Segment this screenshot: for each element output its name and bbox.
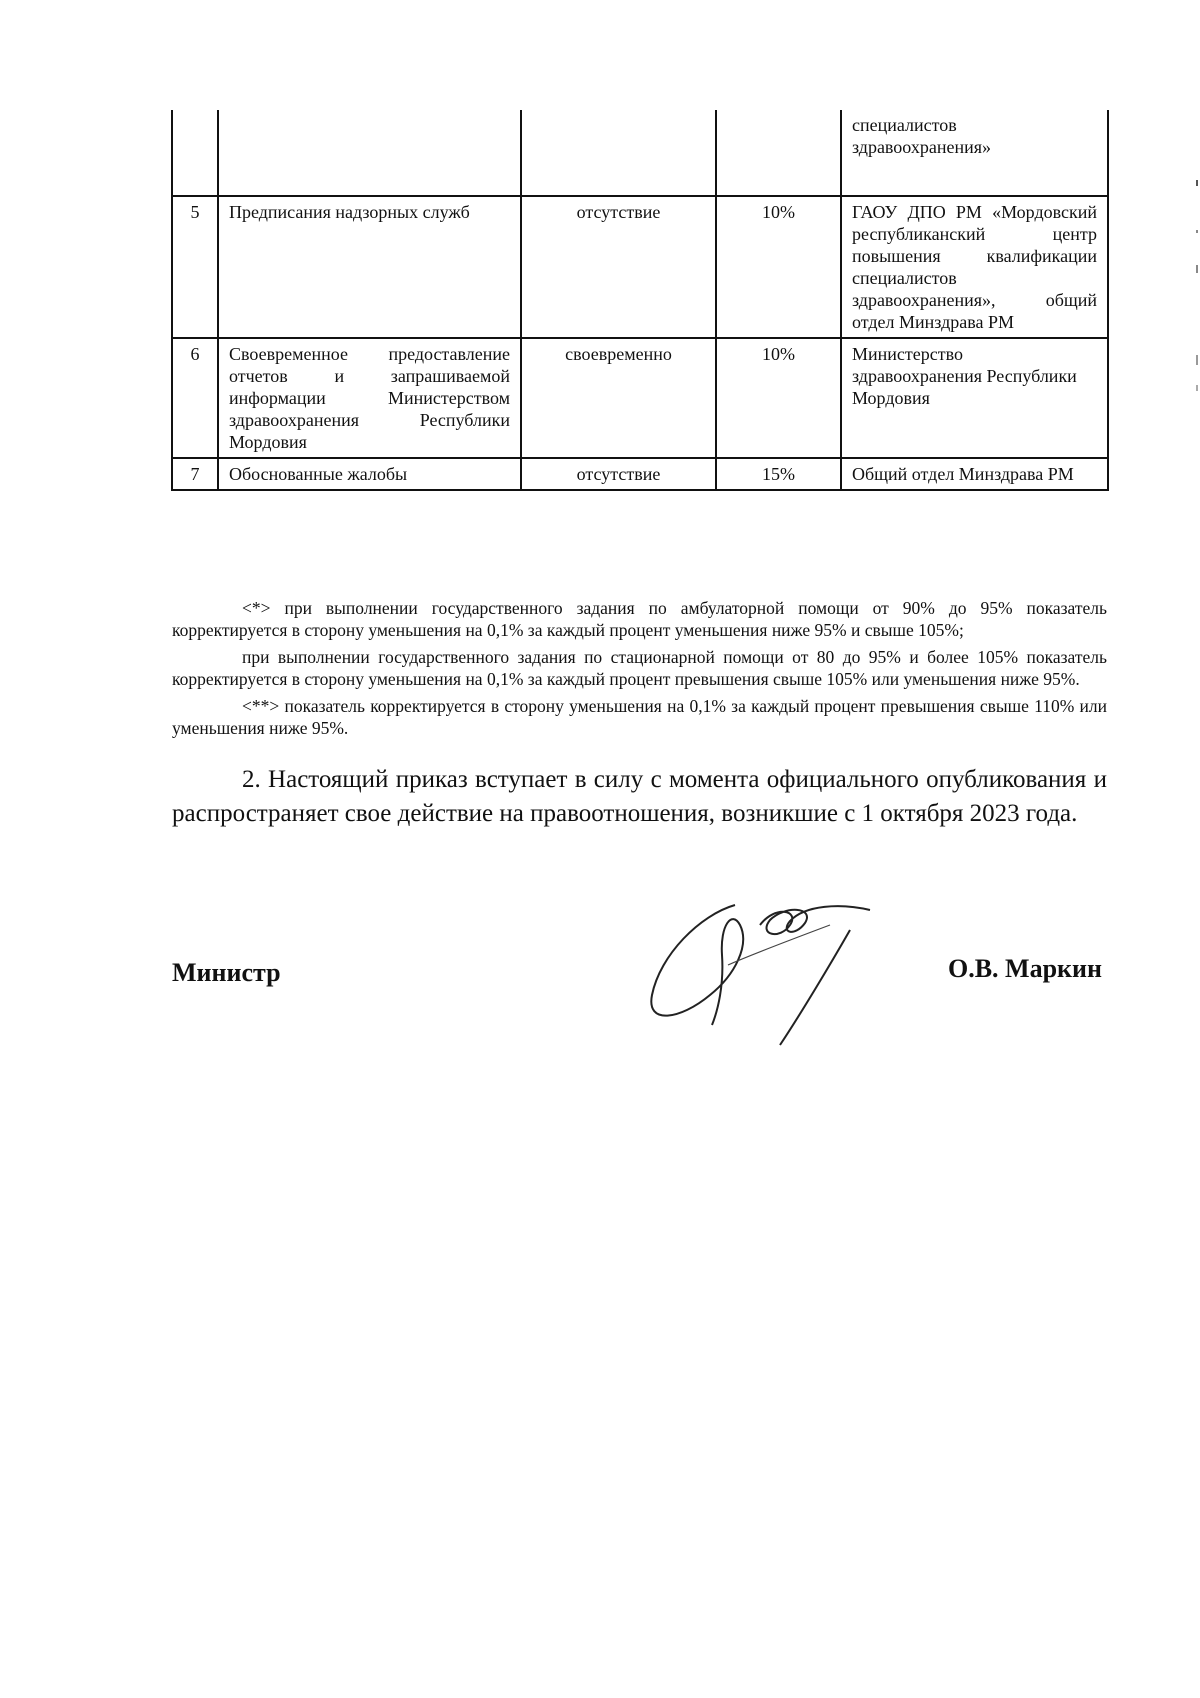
indicator-cell bbox=[218, 110, 521, 196]
indicator-cell: Предписания надзорных служб bbox=[218, 196, 521, 338]
row-number: 6 bbox=[172, 338, 218, 458]
table-row bbox=[172, 338, 1108, 458]
weight-cell bbox=[716, 110, 841, 196]
row-number: 7 bbox=[172, 458, 218, 490]
weight-cell: 15% bbox=[716, 458, 841, 490]
row-number bbox=[172, 110, 218, 196]
footnotes bbox=[172, 597, 1107, 739]
signatory-name: О.В. Маркин bbox=[947, 954, 1102, 983]
table-row bbox=[172, 458, 1108, 490]
signatory-title: Министр bbox=[172, 958, 281, 987]
table-row bbox=[172, 196, 1108, 338]
criterion-cell: своевременно bbox=[521, 338, 716, 458]
footnote-2: при выполнении государственного задания по стационарной помощи от 80 до 95% и более 105% показатель корректируется в сторону уменьшения на 0,1% за каждый процент превышения свыше 105% или уменьшения ниже 95%. bbox=[172, 647, 1107, 689]
indicator-cell: Обоснованные жалобы bbox=[218, 458, 521, 490]
criterion-cell: отсутствие bbox=[521, 196, 716, 338]
footnote-3: <**> показатель корректируется в сторону уменьшения на 0,1% за каждый процент превышения свыше 110% или уменьшения ниже 95%. bbox=[172, 696, 1107, 738]
source-cell: Министерство здравоохранения Республики Мордовия bbox=[841, 338, 1108, 458]
weight-cell: 10% bbox=[716, 338, 841, 458]
row-number: 5 bbox=[172, 196, 218, 338]
indicator-cell: Своевременное предоставление отчетов и запрашиваемой информации Министерством здравоохранения Республики Мордовия bbox=[218, 338, 521, 458]
criterion-cell: отсутствие bbox=[521, 458, 716, 490]
source-cell: Общий отдел Минздрава РМ bbox=[841, 458, 1108, 490]
source-cell: специалистов здравоохранения» bbox=[841, 110, 1108, 196]
criteria-table bbox=[171, 110, 1109, 491]
criterion-cell bbox=[521, 110, 716, 196]
source-cell: ГАОУ ДПО РМ «Мордовский республиканский центр повышения квалификации специалистов здравоохранения», общий отдел Минздрава РМ bbox=[841, 196, 1108, 338]
table-row bbox=[172, 110, 1108, 196]
order-clause: 2. Настоящий приказ вступает в силу с момента официального опубликования и распространяет свое действие на правоотношения, возникшие с 1 октября 2023 года. bbox=[172, 766, 1107, 827]
handwritten-signature bbox=[640, 885, 900, 1055]
footnote-1: <*> при выполнении государственного задания по амбулаторной помощи от 90% до 95% показатель корректируется в сторону уменьшения на 0,1% за каждый процент уменьшения ниже 95% и свыше 105%; bbox=[172, 598, 1107, 640]
scan-artifact-marks bbox=[1190, 180, 1200, 420]
weight-cell: 10% bbox=[716, 196, 841, 338]
